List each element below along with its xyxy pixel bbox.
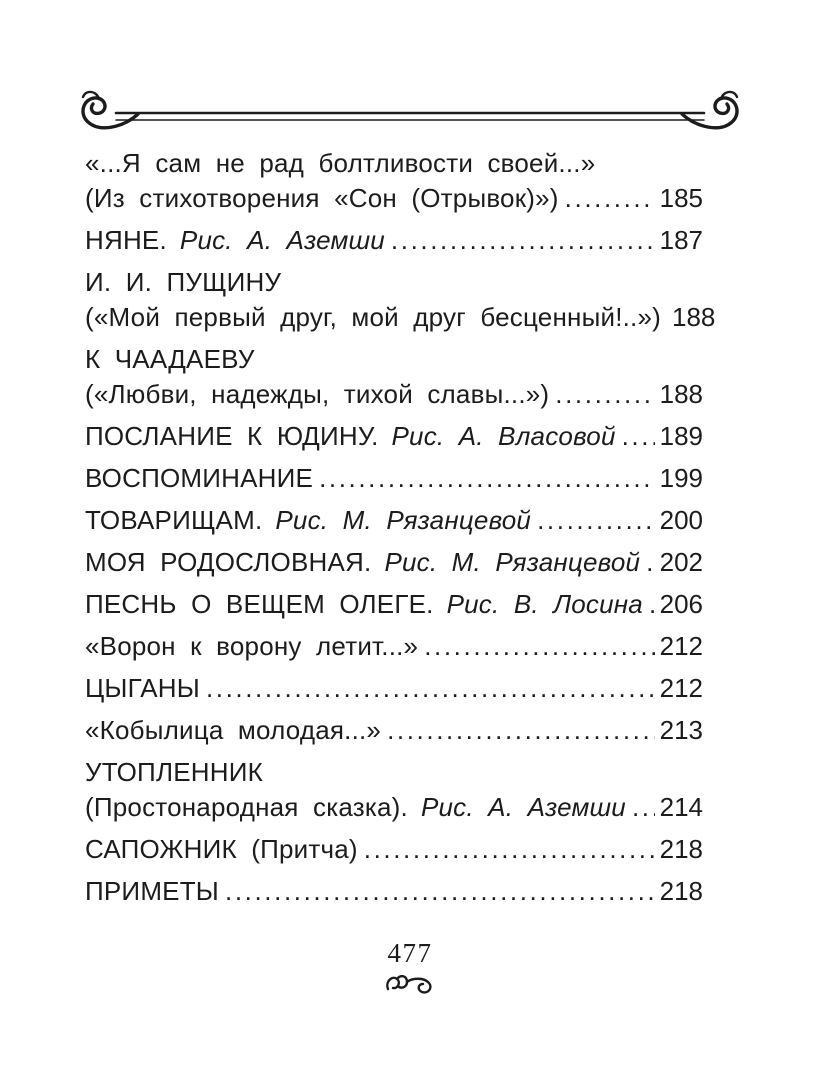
toc-page-number: 206: [659, 589, 703, 619]
toc-list: [85, 146, 716, 916]
dot-leader: [649, 587, 655, 622]
toc-page-number: 187: [659, 225, 703, 255]
toc-line: [85, 790, 703, 825]
dot-leader: [387, 713, 655, 748]
toc-illustrator-credit: Рис. В. Лосина: [446, 589, 643, 619]
toc-illustrator-credit: Рис. А. Аземши: [420, 792, 626, 822]
toc-line: [85, 503, 703, 538]
toc-entry: [85, 146, 703, 216]
header-rule-ornament: [76, 88, 744, 136]
dot-leader: [555, 377, 654, 412]
toc-entry: [85, 419, 703, 454]
toc-page-number: 218: [659, 834, 703, 864]
toc-line: [85, 587, 703, 622]
toc-entry: [85, 223, 703, 258]
toc-line: [85, 223, 703, 258]
dot-leader: [364, 832, 655, 867]
dot-leader: [391, 223, 655, 258]
toc-illustrator-credit: Рис. М. Рязанцевой: [384, 547, 641, 577]
page-footer: [0, 938, 820, 1001]
toc-line: [85, 545, 703, 580]
toc-title: МОЯ РОДОСЛОВНАЯ.: [85, 547, 372, 577]
toc-page-number: 212: [659, 673, 703, 703]
toc-illustrator-credit: Рис. А. Власовой: [391, 421, 616, 451]
toc-entry: [85, 629, 703, 664]
toc-line: [85, 419, 703, 454]
dot-leader: [424, 629, 654, 664]
toc-entry: [85, 265, 716, 335]
footer-flourish-ornament: [0, 972, 820, 1001]
folio-page-number: 477: [387, 938, 433, 968]
dot-leader: [632, 790, 655, 825]
toc-title: ВОСПОМИНАНИЕ: [85, 463, 314, 493]
toc-line: [85, 342, 703, 377]
toc-line: [85, 146, 703, 181]
dot-leader: [225, 874, 655, 909]
toc-page-number: 188: [671, 302, 716, 332]
header-rule-icon: [76, 88, 744, 136]
toc-line: [85, 265, 703, 300]
toc-page-number: 199: [659, 463, 703, 493]
toc-title: (Из стихотворения «Сон (Отрывок)»): [85, 183, 559, 213]
toc-title: И. И. ПУЩИНУ: [85, 267, 282, 297]
toc-title: УТОПЛЕННИК: [85, 757, 263, 787]
toc-entry: [85, 713, 703, 748]
toc-line: [85, 755, 703, 790]
toc-illustrator-credit: Рис. А. Аземши: [179, 225, 385, 255]
toc-entry: [85, 587, 703, 622]
flourish-icon: [384, 972, 436, 996]
toc-page-number: 212: [659, 631, 703, 661]
toc-entry: [85, 755, 703, 825]
toc-title: ПРИМЕТЫ: [85, 876, 220, 906]
dot-leader: [646, 545, 654, 580]
toc-page-number: 202: [659, 547, 703, 577]
toc-title: САПОЖНИК (Притча): [85, 834, 358, 864]
dot-leader: [565, 181, 655, 216]
toc-title: «...Я сам не рад болтливости своей...»: [85, 148, 596, 178]
dot-leader: [319, 461, 655, 496]
toc-title: («Любви, надежды, тихой славы...»): [85, 379, 550, 409]
toc-page-number: 188: [659, 379, 703, 409]
toc-title: ПОСЛАНИЕ К ЮДИНУ.: [85, 421, 379, 451]
toc-page-number: 218: [659, 876, 703, 906]
toc-title: ТОВАРИЩАМ.: [85, 505, 263, 535]
toc-page-number: 189: [659, 421, 703, 451]
toc-title: ЦЫГАНЫ: [85, 673, 200, 703]
toc-line: [85, 713, 703, 748]
toc-title: НЯНЕ.: [85, 225, 167, 255]
dot-leader: [206, 671, 655, 706]
dot-leader: [622, 419, 655, 454]
toc-entry: [85, 671, 703, 706]
toc-line: [85, 377, 703, 412]
toc-page-number: 185: [659, 183, 703, 213]
toc-entry: [85, 503, 703, 538]
toc-page-number: 200: [659, 505, 703, 535]
dot-leader: [537, 503, 655, 538]
toc-illustrator-credit: Рис. М. Рязанцевой: [275, 505, 532, 535]
toc-page-number: 214: [659, 792, 703, 822]
toc-line: [85, 874, 703, 909]
toc-entry: [85, 545, 703, 580]
toc-line: [85, 832, 703, 867]
toc-title: (Простонародная сказка).: [85, 792, 408, 822]
toc-entry: [85, 832, 703, 867]
toc-line: [85, 300, 716, 335]
toc-entry: [85, 461, 703, 496]
toc-line: [85, 671, 703, 706]
toc-title: «Ворон к ворону летит...»: [85, 631, 419, 661]
toc-entry: [85, 342, 703, 412]
toc-title: («Мой первый друг, мой друг бесценный!..»): [85, 302, 661, 332]
toc-line: [85, 461, 703, 496]
toc-title: «Кобылица молодая...»: [85, 715, 382, 745]
toc-line: [85, 629, 703, 664]
toc-title: ПЕСНЬ О ВЕЩЕМ ОЛЕГЕ.: [85, 589, 434, 619]
toc-line: [85, 181, 703, 216]
toc-title: К ЧААДАЕВУ: [85, 344, 255, 374]
toc-page-number: 213: [659, 715, 703, 745]
toc-entry: [85, 874, 703, 909]
